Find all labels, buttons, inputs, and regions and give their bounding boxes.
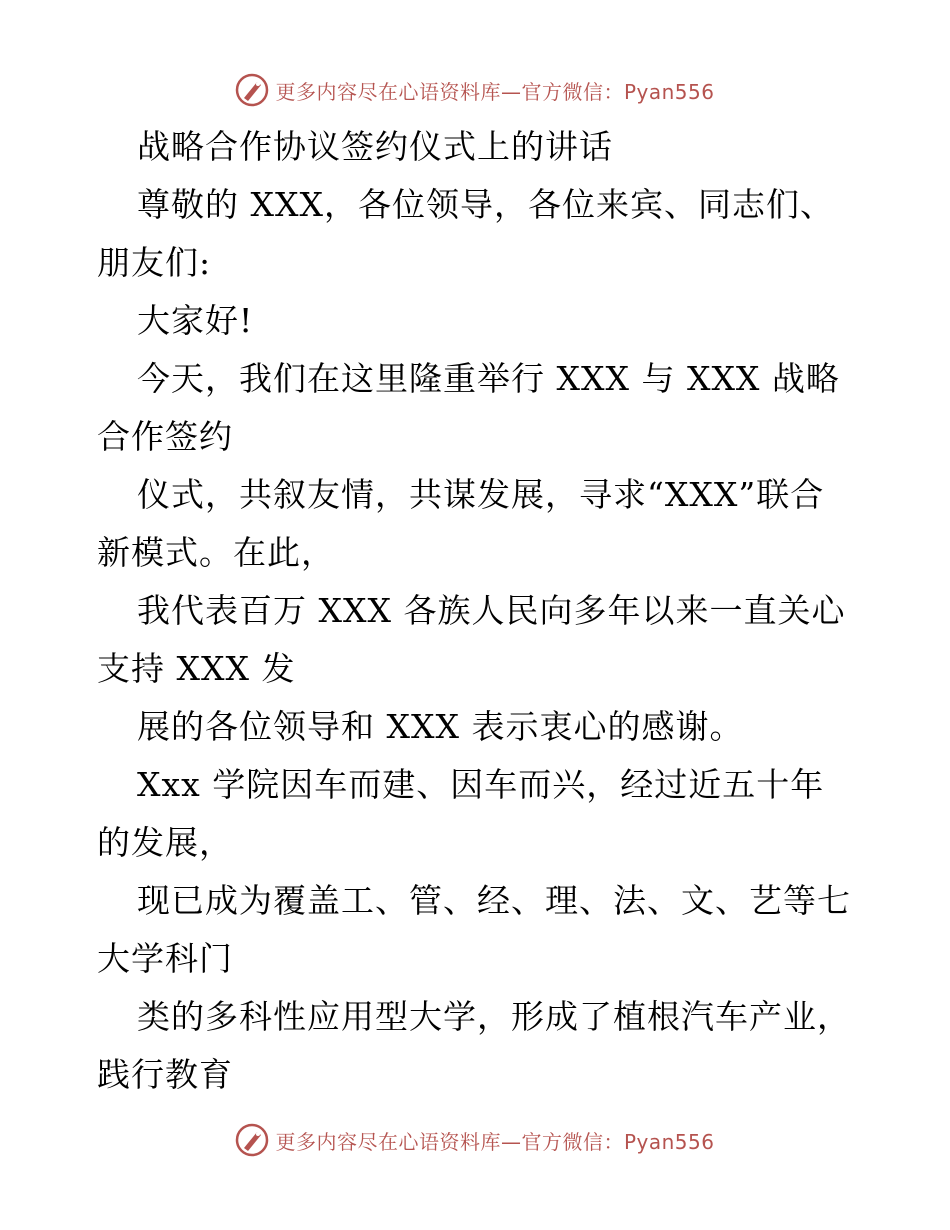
banner-text: 更多内容尽在心语资料库—官方微信：Pyan556 (275, 1129, 715, 1154)
footer-banner (0, 1120, 950, 1160)
pen-logo-icon (235, 73, 269, 107)
paragraph: 仪式，共叙友情，共谋发展，寻求“XXX”联合新模式。在此， (97, 475, 825, 572)
paragraph: 今天，我们在这里隆重举行 XXX 与 XXX 战略合作签约 (97, 359, 840, 456)
document-body (97, 118, 857, 1104)
banner-text: 更多内容尽在心语资料库—官方微信：Pyan556 (275, 79, 715, 104)
header-banner (0, 70, 950, 110)
paragraph: 大家好! (137, 301, 254, 340)
paragraph: 我代表百万 XXX 各族人民向多年以来一直关心支持 XXX 发 (97, 591, 846, 688)
paragraph: 现已成为覆盖工、管、经、理、法、文、艺等七大学科门 (97, 881, 851, 978)
pen-logo-icon (235, 1123, 269, 1157)
paragraph: 尊敬的 XXX，各位领导，各位来宾、同志们、朋友们: (97, 185, 834, 282)
paragraph: Xxx 学院因车而建、因车而兴，经过近五十年的发展， (97, 765, 825, 862)
paragraph: 类的多科性应用型大学，形成了植根汽车产业，践行教育 (97, 997, 851, 1094)
paragraph: 展的各位领导和 XXX 表示衷心的感谢。 (137, 707, 744, 746)
document-title: 战略合作协议签约仪式上的讲话 (137, 127, 613, 166)
